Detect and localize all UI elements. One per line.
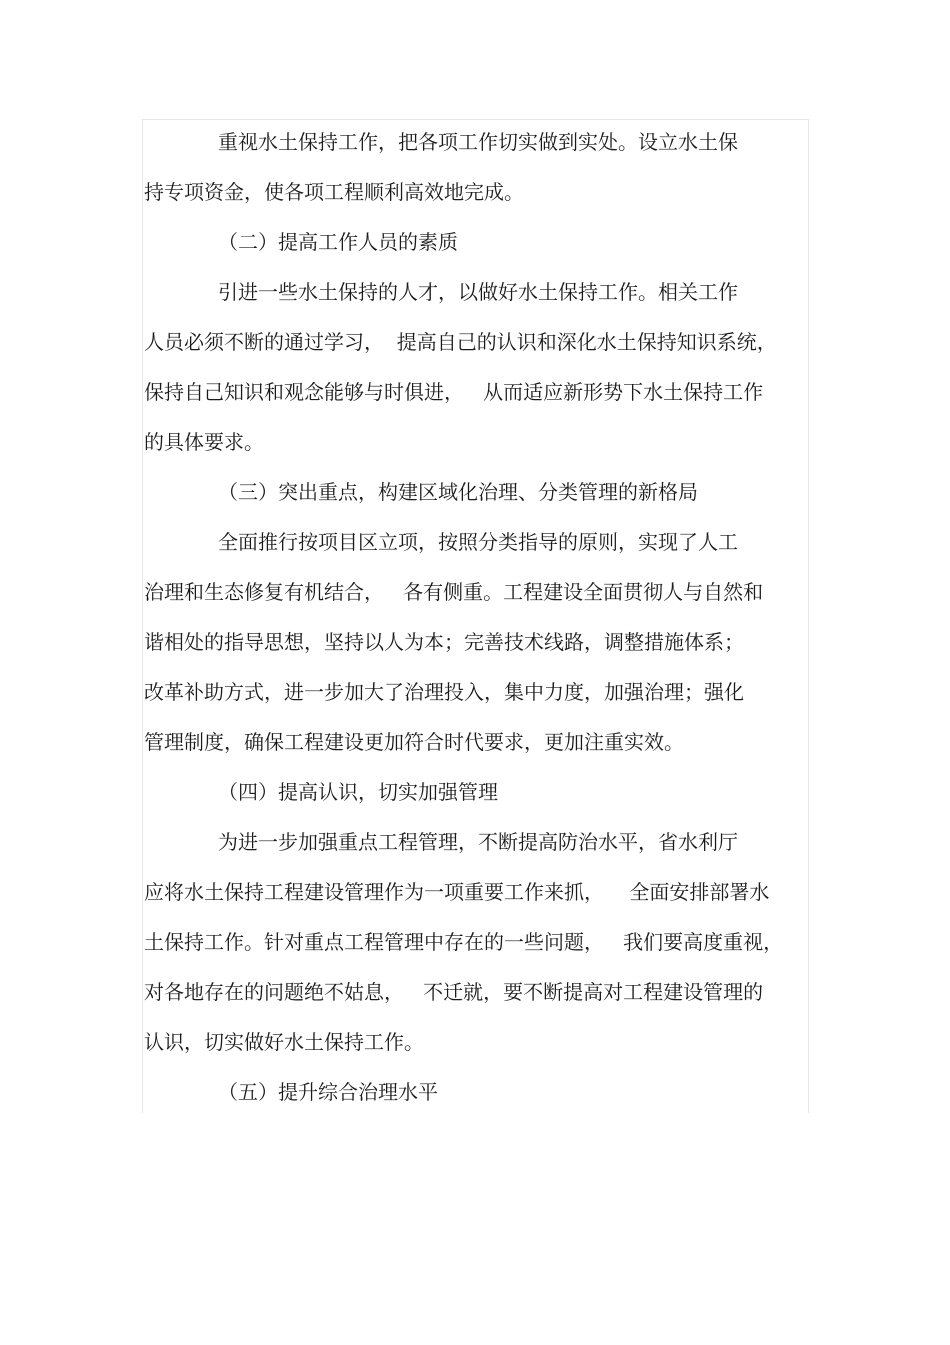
paragraph-line: 认识，切实做好水土保持工作。 xyxy=(144,1030,424,1054)
paragraph-line: 对各地存在的问题绝不姑息， 不迁就，要不断提高对工程建设管理的 xyxy=(144,980,764,1004)
paragraph-line: 引进一些水土保持的人才，以做好水土保持工作。相关工作 xyxy=(218,280,738,304)
paragraph-line: 持专项资金，使各项工程顺利高效地完成。 xyxy=(144,180,524,204)
paragraph-line: 治理和生态修复有机结合， 各有侧重。工程建设全面贯彻人与自然和 xyxy=(144,580,764,604)
section-heading: （三）突出重点，构建区域化治理、分类管理的新格局 xyxy=(218,480,698,504)
section-heading: （四）提高认识，切实加强管理 xyxy=(218,780,498,804)
paragraph-line: 改革补助方式，进一步加大了治理投入，集中力度，加强治理；强化 xyxy=(144,680,744,704)
section-heading: （二）提高工作人员的素质 xyxy=(218,230,458,254)
paragraph-line: 应将水土保持工程建设管理作为一项重要工作来抓， 全面安排部署水 xyxy=(144,880,770,904)
paragraph-line: 为进一步加强重点工程管理，不断提高防治水平，省水利厅 xyxy=(218,830,738,854)
paragraph-line: 全面推行按项目区立项，按照分类指导的原则，实现了人工 xyxy=(218,530,738,554)
paragraph-line: 重视水土保持工作，把各项工作切实做到实处。设立水土保 xyxy=(218,130,738,154)
paragraph-line: 人员必须不断的通过学习， 提高自己的认识和深化水土保持知识系统， xyxy=(144,330,777,354)
paragraph-line: 土保持工作。针对重点工程管理中存在的一些问题， 我们要高度重视， xyxy=(144,930,784,954)
paragraph-line: 管理制度，确保工程建设更加符合时代要求，更加注重实效。 xyxy=(144,730,684,754)
page-frame xyxy=(142,119,809,1113)
section-heading: （五）提升综合治理水平 xyxy=(218,1080,438,1104)
paragraph-line: 的具体要求。 xyxy=(144,430,264,454)
paragraph-line: 谐相处的指导思想，坚持以人为本；完善技术线路，调整措施体系； xyxy=(144,630,744,654)
paragraph-line: 保持自己知识和观念能够与时俱进， 从而适应新形势下水土保持工作 xyxy=(144,380,764,404)
